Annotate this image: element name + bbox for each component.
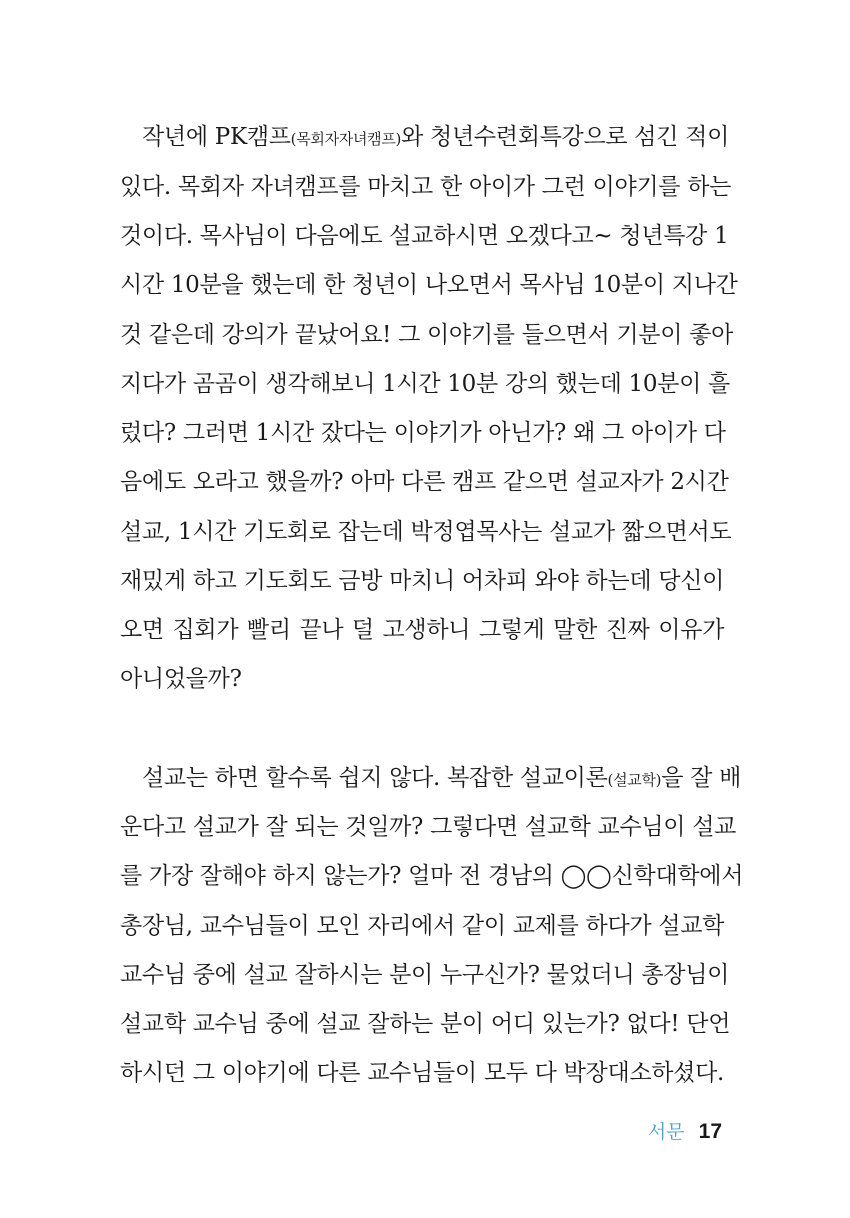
paragraph-1-line-10: 재밌게 하고 기도회도 금방 마치니 어차피 와야 하는데 당신이 (120, 568, 725, 594)
paragraph-2-line-3: 를 가장 잘해야 하지 않는가? 얼마 전 경남의 ◯◯신학대학에서 (120, 863, 744, 889)
section-title: 서문 (647, 1121, 685, 1143)
parenthetical-note: (설교학) (607, 771, 662, 789)
paragraph-1-line-11: 오면 집회가 빨리 끝나 덜 고생하니 그렇게 말한 진짜 이유가 (120, 617, 724, 643)
paragraph-1-line-3: 것이다. 목사님이 다음에도 설교하시면 오겠다고~ 청년특강 1 (120, 223, 729, 249)
paragraph-2-line-4: 총장님, 교수님들이 모인 자리에서 같이 교제를 하다가 설교학 (120, 913, 725, 939)
page-number: 17 (698, 1120, 722, 1143)
paragraph-1-line-12: 아니었을까? (120, 666, 242, 692)
paragraph-2-line-5: 교수님 중에 설교 잘하시는 분이 누구신가? 물었더니 총장님이 (120, 962, 730, 988)
paragraph-2-line-2: 운다고 설교가 잘 되는 것일까? 그렇다면 설교학 교수님이 설교 (120, 814, 737, 840)
paragraph-2-line-7: 하시던 그 이야기에 다른 교수님들이 모두 다 박장대소하셨다. (120, 1060, 725, 1086)
paragraph-1-line-8: 음에도 오라고 했을까? 아마 다른 캠프 같으면 설교자가 2시간 (120, 469, 729, 495)
paragraph-1-line-9: 설교, 1시간 기도회로 잡는데 박정엽목사는 설교가 짧으면서도 (120, 519, 732, 545)
paragraph-1-line-2: 있다. 목회자 자녀캠프를 마치고 한 아이가 그런 이야기를 하는 (120, 174, 732, 200)
parenthetical-note: (목회자자녀캠프) (290, 130, 402, 148)
paragraph-1-line-7: 렀다? 그러면 1시간 잤다는 이야기가 아닌가? 왜 그 아이가 다 (120, 420, 726, 446)
paragraph-2-line-6: 설교학 교수님 중에 설교 잘하는 분이 어디 있는가? 없다! 단언 (120, 1011, 731, 1037)
paragraph-1-line-4: 시간 10분을 했는데 한 청년이 나오면서 목사님 10분이 지나간 (120, 272, 738, 298)
paragraph-1-line-1: 작년에 PK캠프(목회자자녀캠프)와 청년수련회특강으로 섬긴 적이 (142, 124, 729, 150)
page-footer (648, 1117, 722, 1147)
paragraph-1-line-5: 것 같은데 강의가 끝났어요! 그 이야기를 들으면서 기분이 좋아 (120, 322, 733, 348)
paragraph-2-line-1: 설교는 하면 할수록 쉽지 않다. 복잡한 설교이론(설교학)을 잘 배 (142, 765, 741, 791)
paragraph-1-line-6: 지다가 곰곰이 생각해보니 1시간 10분 강의 했는데 10분이 흘 (120, 371, 730, 397)
